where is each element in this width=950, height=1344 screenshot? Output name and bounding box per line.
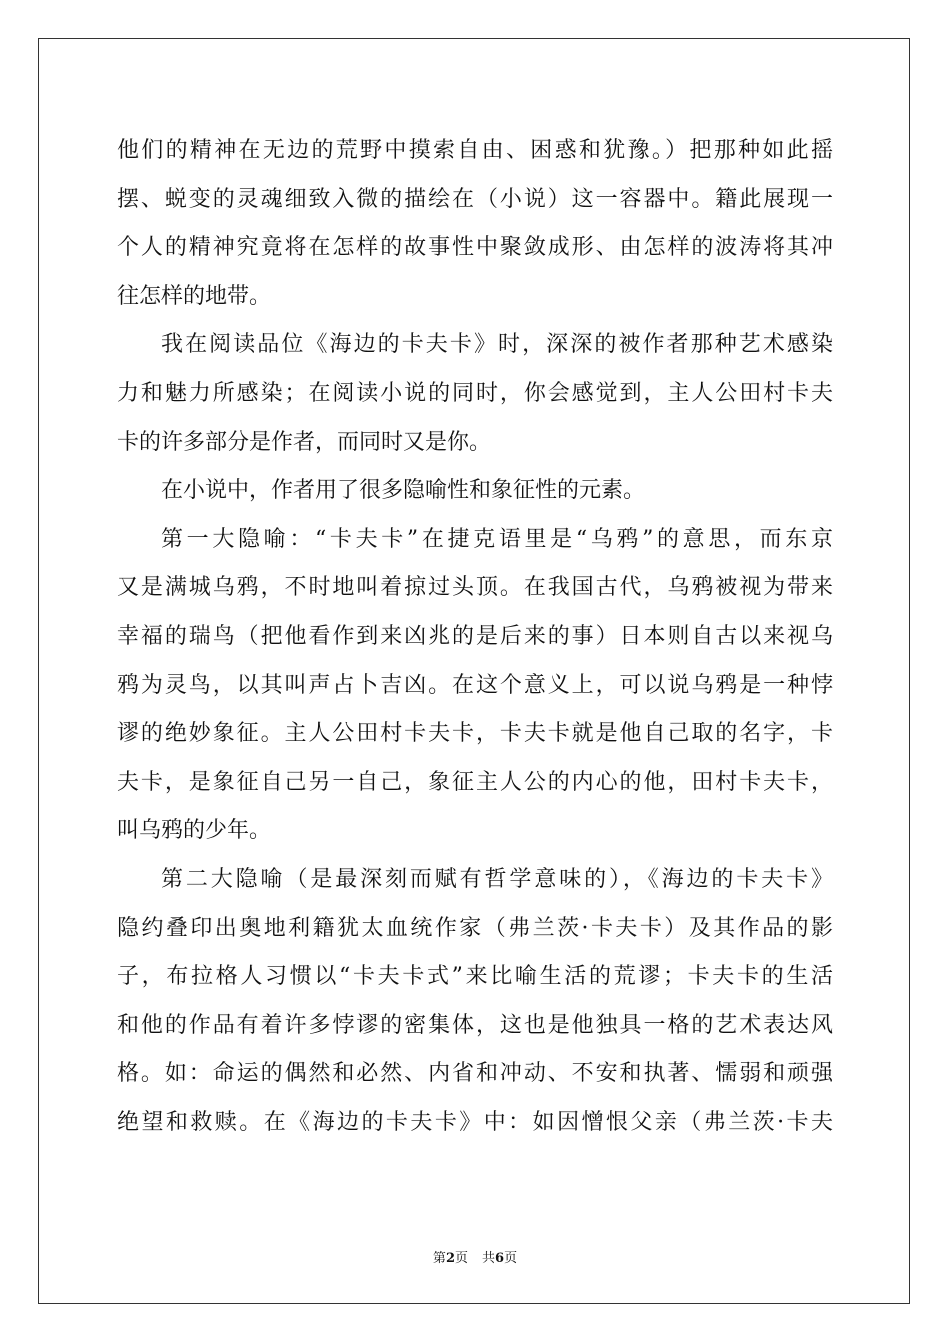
text-line: 我在阅读品位《海边的卡夫卡》时，深深的被作者那种艺术感染 [161,332,833,358]
text-line: 隐约叠印出奥地利籍犹太血统作家（弗兰茨·卡夫卡）及其作品的影 [117,915,833,941]
total-pages-indicator: 共6页 [482,1251,518,1266]
text-line: 在小说中，作者用了很多隐喻性和象征性的元素。 [161,478,646,504]
text-line: 子，布拉格人习惯以“卡夫卡式”来比喻生活的荒谬；卡夫卡的生活 [117,964,833,990]
current-page-number: 2 [445,1251,455,1266]
text-line: 个人的精神究竟将在怎样的故事性中聚敛成形、由怎样的波涛将其冲 [117,235,833,261]
text-line: 叫乌鸦的少年。 [117,818,272,844]
text-line: 幸福的瑞鸟（把他看作到来凶兆的是后来的事）日本则自古以来视乌 [117,623,833,649]
text-line: 格。如：命运的偶然和必然、内省和冲动、不安和执著、懦弱和顽强 [117,1061,833,1087]
text-line: 往怎样的地带。 [117,283,272,309]
text-line: 夫卡，是象征自己另一自己，象征主人公的内心的他，田村卡夫卡， [117,769,833,795]
text-line: 摆、蜕变的灵魂细致入微的描绘在（小说）这一容器中。籍此展现一 [117,186,833,212]
text-line: 力和魅力所感染；在阅读小说的同时，你会感觉到，主人公田村卡夫 [117,380,833,406]
text-line: 谬的绝妙象征。主人公田村卡夫卡，卡夫卡就是他自己取的名字，卡 [117,721,833,747]
page-footer [0,1247,950,1266]
text-line: 绝望和救赎。在《海边的卡夫卡》中：如因憎恨父亲（弗兰茨·卡夫 [117,1109,833,1135]
total-page-count: 6 [495,1251,505,1266]
text-line: 第二大隐喻（是最深刻而赋有哲学意味的），《海边的卡夫卡》 [161,866,833,892]
text-line: 又是满城乌鸦，不时地叫着掠过头顶。在我国古代，乌鸦被视为带来 [117,575,833,601]
text-line: 卡的许多部分是作者，而同时又是你。 [117,429,492,455]
text-line: 第一大隐喻：“卡夫卡”在捷克语里是“乌鸦”的意思，而东京 [161,526,833,552]
text-line: 他们的精神在无边的荒野中摸索自由、困惑和犹豫。）把那种如此摇 [117,138,833,163]
body-text [117,127,833,1147]
text-line: 和他的作品有着许多悖谬的密集体，这也是他独具一格的艺术表达风 [117,1012,833,1038]
text-line: 鸦为灵鸟，以其叫声占卜吉凶。在这个意义上，可以说乌鸦是一种悖 [117,672,833,698]
page-indicator: 第2页 [432,1251,468,1266]
